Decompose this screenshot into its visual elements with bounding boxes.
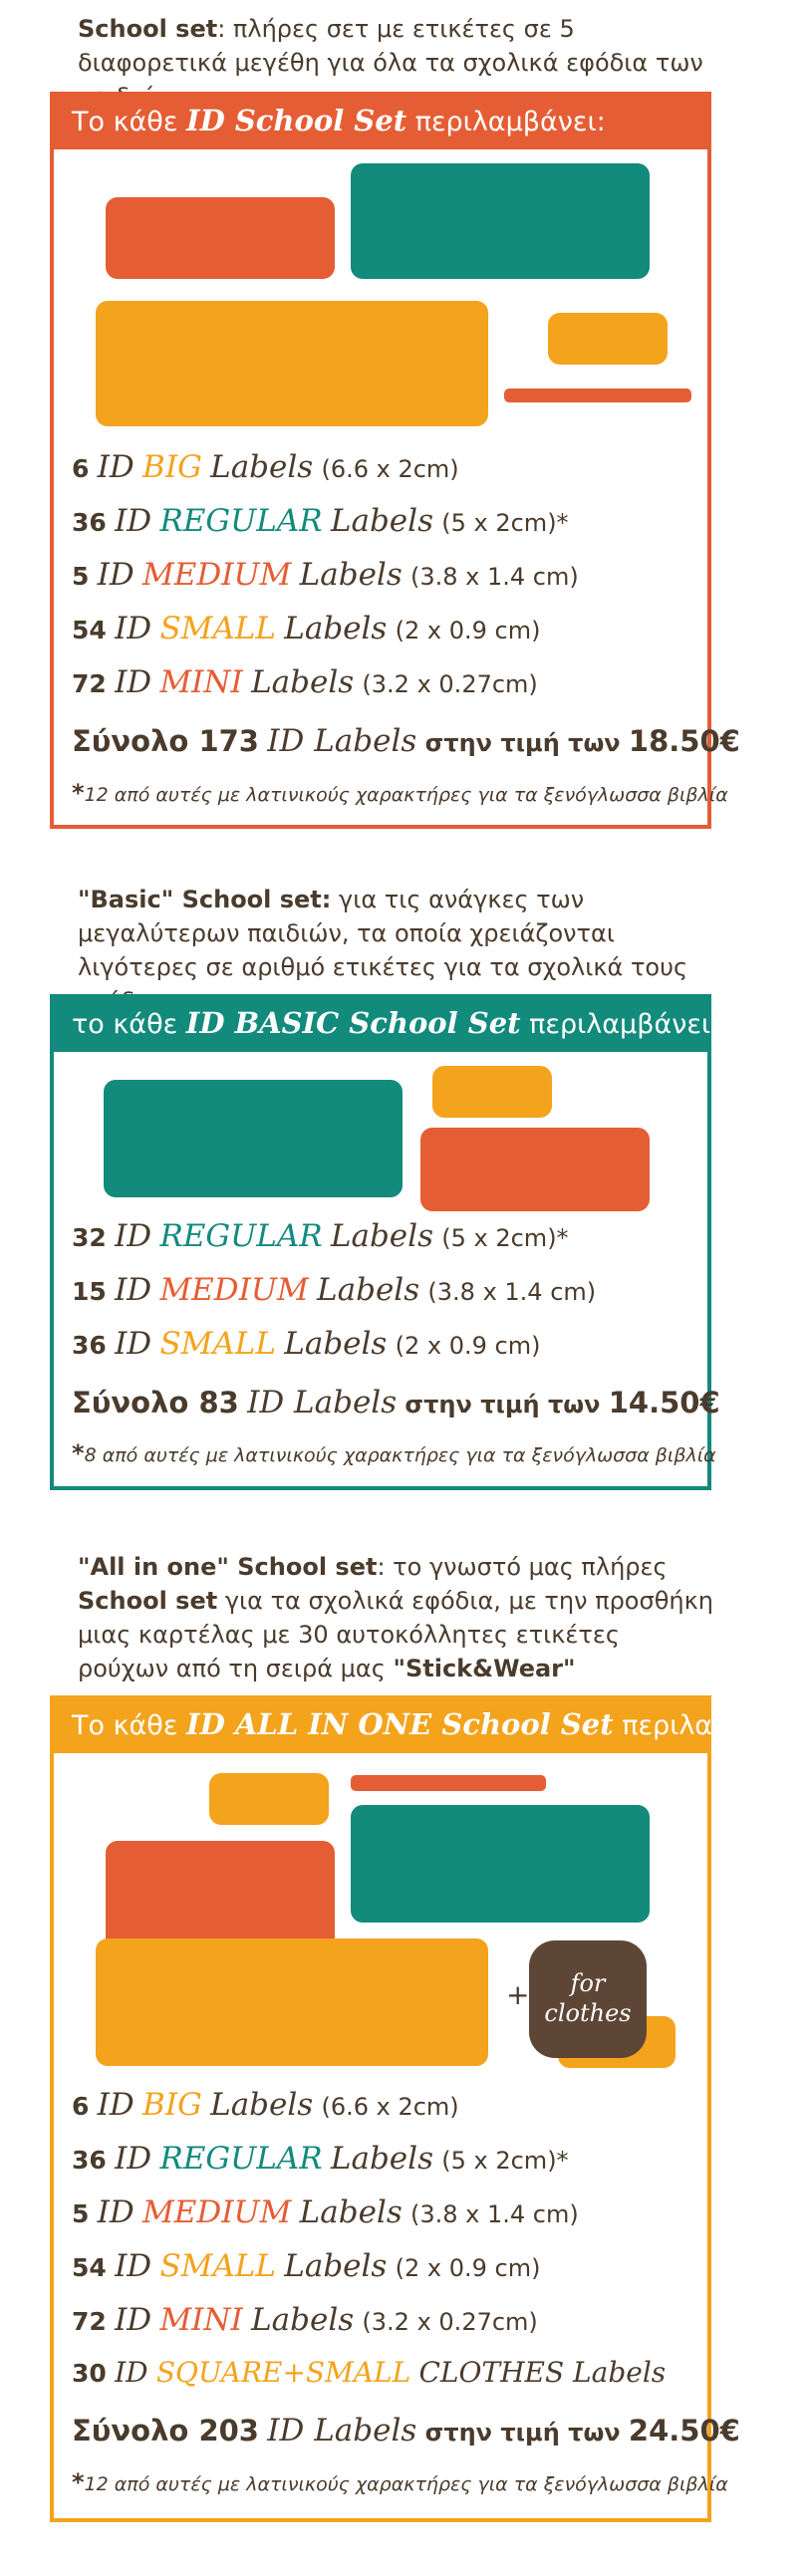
box-header: Το κάθε ID School Set περιλαμβάνει: — [50, 92, 711, 149]
intro-text: για τις ανάγκες των μεγαλύτερων παιδιών, τα οποία χρειάζονται λιγότερες σε αριθμό ετικέτες για τα σχολικά τους — [78, 886, 688, 981]
intro-text: : πλήρες σετ με ετικέτες σε 5 διαφορετικά μεγέθη για όλα τα σχολικά εφόδια των — [78, 15, 703, 77]
small-label-shape — [209, 1773, 329, 1825]
item-regular: 32 ID REGULAR Labels (5 x 2cm)* — [72, 1218, 569, 1254]
item-clothes: 30 ID SQUARE+SMALL CLOTHES Labels — [72, 2356, 667, 2389]
plus-sign: + — [506, 1978, 530, 2011]
footnote: *12 από αυτές με λατινικούς χαρακτήρες για τα ξενόγλωσσα βιβλία — [72, 2468, 728, 2496]
footnote: *8 από αυτές με λατινικούς χαρακτήρες για τα ξενόγλωσσα βιβλία — [72, 1439, 716, 1467]
intro-title: "Basic" School set: — [78, 886, 332, 913]
item-medium: 5 ID MEDIUM Labels (3.8 x 1.4 cm) — [72, 557, 579, 593]
mini-label-shape — [504, 388, 691, 402]
basic-set-box — [50, 994, 720, 1490]
big-label-shape — [96, 1938, 488, 2066]
item-regular: 36 ID REGULAR Labels (5 x 2cm)* — [72, 503, 569, 539]
medium-label-shape — [420, 1128, 650, 1211]
item-mini: 72 ID MINI Labels (3.2 x 0.27cm) — [72, 2302, 538, 2338]
item-medium: 15 ID MEDIUM Labels (3.8 x 1.4 cm) — [72, 1272, 597, 1308]
big-label-shape — [96, 301, 488, 426]
regular-label-shape — [351, 163, 650, 279]
item-mini: 72 ID MINI Labels (3.2 x 0.27cm) — [72, 664, 538, 700]
item-medium: 5 ID MEDIUM Labels (3.8 x 1.4 cm) — [72, 2194, 579, 2230]
small-label-shape — [432, 1066, 552, 1118]
for-clothes-tag: for clothes — [529, 1940, 647, 2058]
total-line: Σύνολο 83 ID Labels στην τιμή των 14.50€ — [72, 1385, 720, 1420]
item-big: 6 ID BIG Labels (6.6 x 2cm) — [72, 449, 459, 485]
footnote: *12 από αυτές με λατινικούς χαρακτήρες για τα ξενόγλωσσα βιβλία — [72, 779, 728, 807]
school-set-box — [50, 92, 740, 829]
item-big: 6 ID BIG Labels (6.6 x 2cm) — [72, 2087, 459, 2123]
small-label-shape — [548, 313, 668, 365]
intro-title: "All in one" School set — [78, 1553, 378, 1581]
total-line: Σύνολο 203 ID Labels στην τιμή των 24.50€ — [72, 2413, 740, 2448]
intro-title: School set — [78, 15, 218, 43]
all-in-one-intro: "All in one" School set: το γνωστό μας πλήρες School set για τα σχολικά εφόδια, με την προσθήκη μιας καρτέλας με 30 αυτοκόλλητες ετικέτες ρούχων από τη σειρά μας "Stick&Wear" — [78, 1553, 713, 1682]
total-line: Σύνολο 173 ID Labels στην τιμή των 18.50€ — [72, 723, 740, 759]
regular-label-shape — [351, 1805, 650, 1923]
mini-label-shape — [351, 1775, 546, 1791]
medium-label-shape — [106, 197, 335, 279]
item-small: 36 ID SMALL Labels (2 x 0.9 cm) — [72, 1326, 541, 1362]
box-header: Το κάθε ID ALL IN ONE School Set περιλαμβάνει: — [50, 1695, 711, 1753]
all-in-one-box — [50, 1695, 812, 2522]
regular-label-shape — [104, 1080, 403, 1197]
box-header: το κάθε ID BASIC School Set περιλαμβάνει: — [50, 994, 711, 1052]
item-regular: 36 ID REGULAR Labels (5 x 2cm)* — [72, 2141, 569, 2177]
item-small: 54 ID SMALL Labels (2 x 0.9 cm) — [72, 611, 541, 646]
item-small: 54 ID SMALL Labels (2 x 0.9 cm) — [72, 2248, 541, 2284]
